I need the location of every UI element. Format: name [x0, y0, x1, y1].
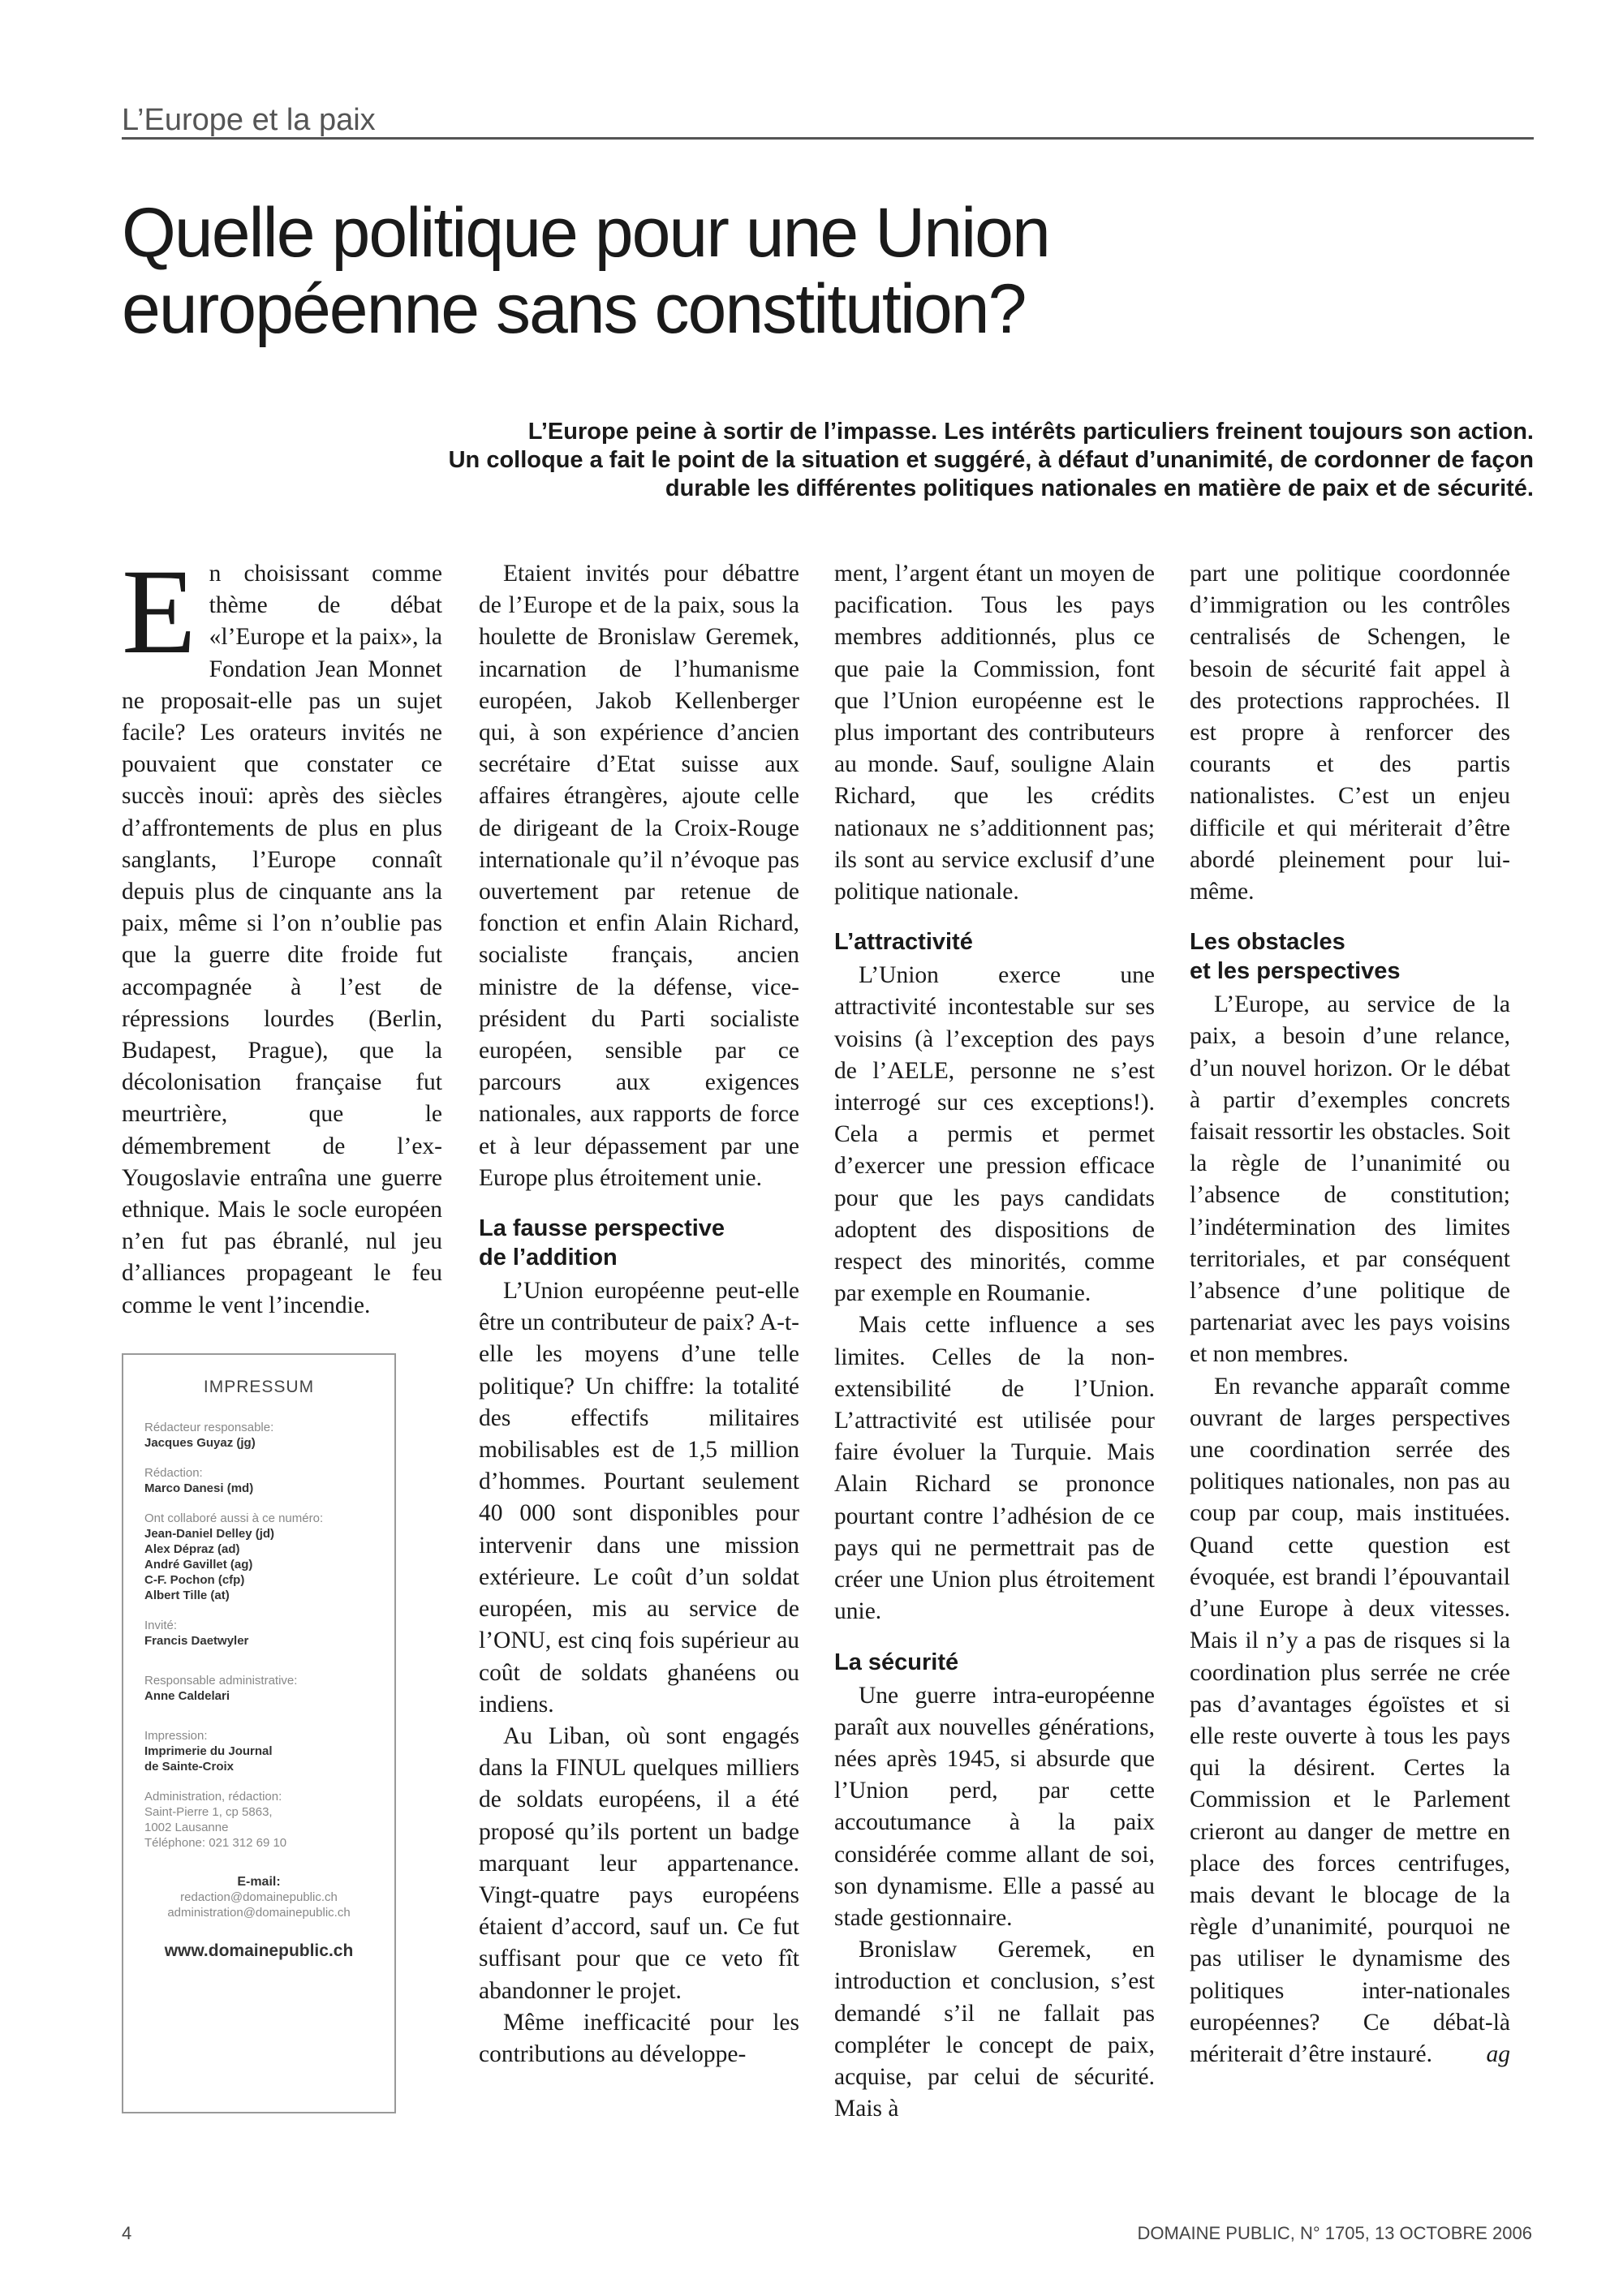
impressum-website-link[interactable]: www.domainepublic.ch	[164, 1941, 354, 1960]
impressum-value: Jean-Daniel Delley (jd)	[144, 1527, 275, 1541]
impressum-value: C-F. Pochon (cfp)	[144, 1573, 245, 1587]
lead-line-1: L’Europe peine à sortir de l’impasse. Les intérêts particuliers freinent toujours son action.	[527, 419, 1534, 445]
impressum-impression	[144, 1728, 373, 1774]
title-line-2: européenne sans constitution?	[122, 270, 1026, 348]
impressum-box	[122, 1353, 396, 2113]
paragraph	[122, 544, 442, 1322]
paragraph: L’Europe, au service de la paix, a besoin d’une relance, d’un nouvel horizon. Or le débat à partir d’exemples concrets faisait ressortir les obstacles. Soit la règle de l’unanimité ou l’absence de constitution; l’indétermination des limites territoriales, et par conséquent l’absence d’une politique de partenariat avec les pays voisins et non membres.	[1190, 991, 1510, 1368]
article-column-3	[834, 558, 1155, 2125]
impressum-label: Ont collaboré aussi à ce numéro:	[144, 1511, 324, 1525]
paragraph: Même inefficacité pour les contributions au développe-	[479, 2009, 799, 2067]
impressum-value: Imprimerie du Journal	[144, 1744, 273, 1758]
section-header	[122, 101, 1534, 140]
paragraph: part une politique coordonnée d’immigration ou les contrôles centralisés de Schengen, le besoin de sécurité fait appel à des protections rapprochées. Il est propre à renforcer des courants et des partis nationalistes. C’est un enjeu difficile et qui mériterait d’être abordé pleinement pour lui-même.	[1190, 561, 1510, 905]
impressum-value: Alex Dépraz (ad)	[144, 1542, 240, 1556]
impressum-admin	[144, 1673, 373, 1704]
article-column-4	[1190, 558, 1510, 2070]
paragraph: Mais cette influence a ses limites. Celles de la non-extensibilité de l’Union. L’attractivité est utilisée pour faire évoluer la Turquie. Mais Alain Richard se prononce pourtant contre l’adhésion de ce pays qui ne permettrait pas de créer une Union plus étroitement unie.	[834, 1312, 1155, 1625]
paragraph: Etaient invités pour débattre de l’Europe et de la paix, sous la houlette de Bronislaw Geremek, incarnation de l’humanisme européen, Jakob Kellenberger qui, à son expérience d’ancien secrétaire d’Etat suisse aux affaires étrangères, ajoute celle de dirigeant de la Croix-Rouge internationale qu’il n’évoque pas ouvertement par retenue de fonction et enfin Alain Richard, socialiste français, ancien ministre de la défense, vice-président du Parti socialiste européen, sensible par ce parcours aux exigences nationales, aux rapports de force et à leur dépassement par une Europe plus étroitement unie.	[479, 561, 799, 1191]
impressum-value: Jacques Guyaz (jg)	[144, 1436, 256, 1450]
impressum-label: Rédaction:	[144, 1466, 203, 1480]
impressum-invite	[144, 1618, 373, 1649]
impressum-title: IMPRESSUM	[203, 1378, 315, 1396]
publication-info: DOMAINE PUBLIC, N° 1705, 13 OCTOBRE 2006	[1137, 2223, 1532, 2243]
subheading-line: et les perspectives	[1190, 958, 1401, 985]
impressum-label: Impression:	[144, 1729, 208, 1743]
impressum-label: Administration, rédaction:	[144, 1790, 282, 1804]
subheading-addition	[479, 1214, 799, 1272]
impressum-value: Albert Tille (at)	[144, 1589, 230, 1602]
paragraph-text: En revanche apparaît comme ouvrant de larges perspectives une coordination serrée des politiques nationales, non pas au coup par coup, mais instituées. Quand cette question est évoquée, est brandi l’épouvantail d’une Europe à deux vitesses. Mais il n’y a pas de risques si la coordination plus serrée ne crée pas d’avantages égoïstes et si elle reste ouverte à tous les pays qui la désirent. Certes la Commission et le Parlement crieront au danger de mettre en place des forces centrifuges, mais devant le blocage de la règle d’unanimité, pourquoi ne pas utiliser le dynamisme des politiques inter-nationales européennes? Ce débat-là mériterait d’être instauré.	[1190, 1373, 1510, 2067]
section-title: L’Europe et la paix	[122, 103, 376, 137]
paragraph-text: n choisissant comme thème de débat «l’Europe et la paix», la Fondation Jean Monnet ne proposait-elle pas un sujet facile? Les orateurs invités ne pouvaient que constater ce succès inouï: après des siècles d’affrontements de plus en plus sanglants, l’Europe connaît depuis plus de cinquante ans la paix, même si l’on n’oublie pas que la guerre dite froide fut accompagnée à l’est de répressions lourdes (Berlin, Budapest, Prague), que la décolonisation française fut meurtrière, que le démembrement de l’ex-Yougoslavie entraîna une guerre ethnique. Mais le socle européen n’en fut pas ébranlé, nul jeu d’alliances propageant le feu comme le vent l’incendie.	[122, 561, 442, 1318]
subheading-line: Les obstacles	[1190, 929, 1345, 956]
paragraph: ment, l’argent étant un moyen de pacification. Tous les pays membres additionnés, plus ce que paie la Commission, font que l’Union européenne est le plus important des contributeurs au monde. Sauf, souligne Alain Richard, que les crédits nationaux ne s’additionnent pas; ils sont au service exclusif d’une politique nationale.	[834, 561, 1155, 905]
article-column-1	[122, 544, 442, 1322]
impressum-value: Anne Caldelari	[144, 1689, 230, 1703]
impressum-value: André Gavillet (ag)	[144, 1558, 253, 1572]
paragraph: L’Union exerce une attractivité incontestable sur ses voisins (à l’exception des pays de l’AELE, personne ne s’est interrogé sur ces exceptions!). Cela a permis et permet d’exercer une pression efficace pour que les pays candidats adoptent des dispositions de respect des minorités, comme par exemple en Roumanie.	[834, 962, 1155, 1307]
paragraph: Une guerre intra-européenne paraît aux nouvelles générations, nées après 1945, si absurde que l’Union perd, par cette accoutumance à la paix considérée comme allant de soi, son dynamisme. Elle a passé au stade gestionnaire.	[834, 1682, 1155, 1931]
impressum-email-link[interactable]: redaction@domainepublic.ch	[180, 1890, 338, 1904]
impressum-redaction	[144, 1465, 373, 1496]
page-number: 4	[122, 2223, 132, 2243]
subheading-line: de l’addition	[479, 1245, 618, 1271]
impressum-email-link[interactable]: administration@domainepublic.ch	[167, 1906, 351, 1920]
impressum-label: Responsable administrative:	[144, 1674, 298, 1688]
article-title	[122, 195, 1420, 347]
paragraph: Au Liban, où sont engagés dans la FINUL quelques milliers de soldats européens, il a été proposé qu’ils portent un badge marquant leur appartenance. Vingt-quatre pays européens étaient d’accord, sauf un. Ce fut suffisant pour que ce veto fît abandonner le projet.	[479, 1722, 799, 2004]
impressum-collaborateurs	[144, 1511, 373, 1603]
subheading-line: La fausse perspective	[479, 1215, 725, 1242]
lead-line-3: durable les différentes politiques nationales en matière de paix et de sécurité.	[665, 475, 1534, 501]
impressum-label: Rédacteur responsable:	[144, 1421, 274, 1434]
impressum-address-line: 1002 Lausanne	[144, 1821, 229, 1834]
drop-cap: E	[122, 544, 196, 679]
impressum-redacteur	[144, 1420, 373, 1451]
impressum-address-line: Saint-Pierre 1, cp 5863,	[144, 1805, 273, 1819]
impressum-phone: Téléphone: 021 312 69 10	[144, 1836, 287, 1850]
article-column-2	[479, 558, 799, 2070]
impressum-value: Francis Daetwyler	[144, 1634, 249, 1648]
article-lead	[122, 418, 1534, 503]
impressum-email-label: E-mail:	[237, 1875, 281, 1889]
impressum-value: Marco Danesi (md)	[144, 1481, 254, 1495]
paragraph: Bronislaw Geremek, en introduction et conclusion, s’est demandé s’il ne fallait pas compléter le concept de paix, acquise, par celui de sécurité. Mais à	[834, 1937, 1155, 2122]
author-signature: ag	[1486, 2040, 1510, 2067]
paragraph: L’Union européenne peut-elle être un contributeur de paix? A-t-elle les moyens d’une telle politique? Un chiffre: la totalité des effectifs militaires mobilisables est de 1,5 million d’hommes. Pourtant seulement 40 000 sont disponibles pour intervenir dans une mission extérieure. Le coût d’un soldat européen, mis au service de l’ONU, est cinq fois supérieur au coût de soldats ghanéens ou indiens.	[479, 1278, 799, 1718]
impressum-label: Invité:	[144, 1619, 178, 1632]
lead-line-2: Un colloque a fait le point de la situation et suggéré, à défaut d’unanimité, de cordonner de façon	[448, 447, 1534, 473]
impressum-value: de Sainte-Croix	[144, 1760, 235, 1774]
subheading-obstacles	[1190, 927, 1510, 986]
subheading-securite: La sécurité	[834, 1649, 959, 1675]
paragraph	[1190, 1371, 1510, 2070]
impressum-adresse	[144, 1789, 373, 1851]
subheading-attractivite: L’attractivité	[834, 929, 973, 956]
title-line-1: Quelle politique pour une Union	[122, 194, 1049, 272]
